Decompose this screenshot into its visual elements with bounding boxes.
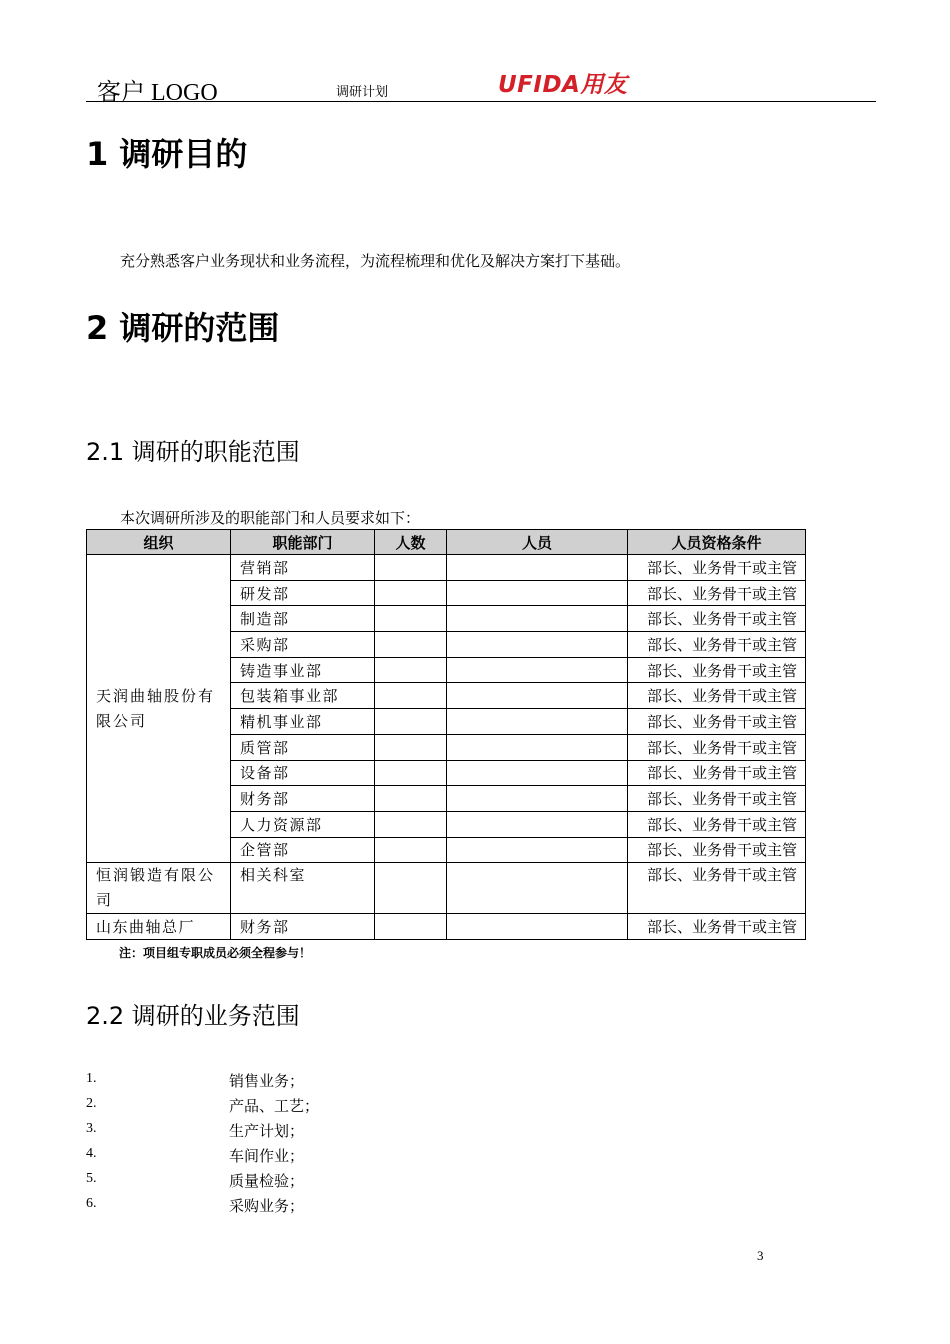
org-cell: 山东曲轴总厂 — [87, 914, 231, 940]
section22-heading: 2.2 调研的业务范围 — [86, 1002, 300, 1030]
staff-cell — [447, 683, 628, 709]
org-cell: 恒润锻造有限公司 — [87, 863, 231, 914]
section21-intro: 本次调研所涉及的职能部门和人员要求如下： — [120, 509, 421, 527]
table-row — [87, 555, 806, 581]
col-header-dept: 职能部门 — [231, 530, 375, 555]
staff-cell — [447, 734, 628, 760]
dept-cell: 财务部 — [231, 786, 375, 812]
qualification-cell: 部长、业务骨干或主管 — [628, 555, 806, 581]
page-number: 3 — [757, 1248, 764, 1263]
staff-cell — [447, 863, 628, 914]
count-cell — [375, 683, 447, 709]
qualification-cell: 部长、业务骨干或主管 — [628, 734, 806, 760]
staff-cell — [447, 837, 628, 863]
staff-cell — [447, 914, 628, 940]
count-cell — [375, 632, 447, 658]
count-cell — [375, 811, 447, 837]
qualification-cell: 部长、业务骨干或主管 — [628, 863, 806, 914]
count-cell — [375, 606, 447, 632]
list-item: 销售业务； — [229, 1072, 305, 1090]
dept-cell: 相关科室 — [231, 863, 375, 914]
col-header-staff: 人员 — [447, 530, 628, 555]
qualification-cell: 部长、业务骨干或主管 — [628, 606, 806, 632]
dept-cell: 研发部 — [231, 580, 375, 606]
header-rule — [86, 101, 876, 102]
list-item: 生产计划； — [229, 1122, 305, 1140]
qualification-cell: 部长、业务骨干或主管 — [628, 811, 806, 837]
list-item: 采购业务； — [229, 1197, 305, 1215]
dept-cell: 精机事业部 — [231, 709, 375, 735]
staff-cell — [447, 811, 628, 837]
list-item-number: 1. — [86, 1071, 97, 1086]
dept-cell: 包装箱事业部 — [231, 683, 375, 709]
list-item-number: 5. — [86, 1171, 97, 1186]
staff-cell — [447, 657, 628, 683]
count-cell — [375, 709, 447, 735]
dept-cell: 铸造事业部 — [231, 657, 375, 683]
count-cell — [375, 837, 447, 863]
dept-cell: 设备部 — [231, 760, 375, 786]
staff-cell — [447, 606, 628, 632]
count-cell — [375, 657, 447, 683]
ufida-logo: UFIDA用友 — [498, 72, 628, 98]
qualification-cell: 部长、业务骨干或主管 — [628, 657, 806, 683]
qualification-cell: 部长、业务骨干或主管 — [628, 837, 806, 863]
dept-cell: 营销部 — [231, 555, 375, 581]
dept-cell: 采购部 — [231, 632, 375, 658]
list-item: 产品、工艺； — [229, 1097, 320, 1115]
staff-cell — [447, 632, 628, 658]
customer-logo-placeholder: 客户 LOGO — [97, 80, 218, 106]
staff-cell — [447, 786, 628, 812]
list-item: 车间作业； — [229, 1147, 305, 1165]
section21-heading: 2.1 调研的职能范围 — [86, 438, 300, 466]
staff-cell — [447, 555, 628, 581]
list-item: 质量检验； — [229, 1172, 305, 1190]
dept-cell: 企管部 — [231, 837, 375, 863]
staff-cell — [447, 760, 628, 786]
qualification-cell: 部长、业务骨干或主管 — [628, 580, 806, 606]
col-header-count: 人数 — [375, 530, 447, 555]
list-item-number: 4. — [86, 1146, 97, 1161]
qualification-cell: 部长、业务骨干或主管 — [628, 709, 806, 735]
list-item-number: 3. — [86, 1121, 97, 1136]
header-doc-title: 调研计划 — [336, 85, 389, 100]
qualification-cell: 部长、业务骨干或主管 — [628, 683, 806, 709]
table-row — [87, 863, 806, 914]
count-cell — [375, 555, 447, 581]
section1-body: 充分熟悉客户业务现状和业务流程，为流程梳理和优化及解决方案打下基础。 — [120, 252, 631, 270]
count-cell — [375, 914, 447, 940]
count-cell — [375, 760, 447, 786]
count-cell — [375, 786, 447, 812]
dept-cell: 财务部 — [231, 914, 375, 940]
count-cell — [375, 734, 447, 760]
count-cell — [375, 580, 447, 606]
table-row — [87, 914, 806, 940]
dept-cell: 人力资源部 — [231, 811, 375, 837]
table-note: 注：项目组专职成员必须全程参与！ — [119, 946, 312, 960]
list-item-number: 6. — [86, 1196, 97, 1211]
qualification-cell: 部长、业务骨干或主管 — [628, 632, 806, 658]
dept-cell: 制造部 — [231, 606, 375, 632]
section2-heading: 2 调研的范围 — [86, 309, 280, 347]
qualification-cell: 部长、业务骨干或主管 — [628, 914, 806, 940]
list-item-number: 2. — [86, 1096, 97, 1111]
staff-cell — [447, 580, 628, 606]
staff-cell — [447, 709, 628, 735]
department-table — [86, 529, 806, 940]
col-header-qualification: 人员资格条件 — [628, 530, 806, 555]
qualification-cell: 部长、业务骨干或主管 — [628, 786, 806, 812]
qualification-cell: 部长、业务骨干或主管 — [628, 760, 806, 786]
section1-heading: 1 调研目的 — [86, 135, 248, 173]
dept-cell: 质管部 — [231, 734, 375, 760]
table-header-row — [87, 530, 806, 555]
org-cell: 天润曲轴股份有限公司 — [87, 555, 231, 863]
col-header-org: 组织 — [87, 530, 231, 555]
count-cell — [375, 863, 447, 914]
